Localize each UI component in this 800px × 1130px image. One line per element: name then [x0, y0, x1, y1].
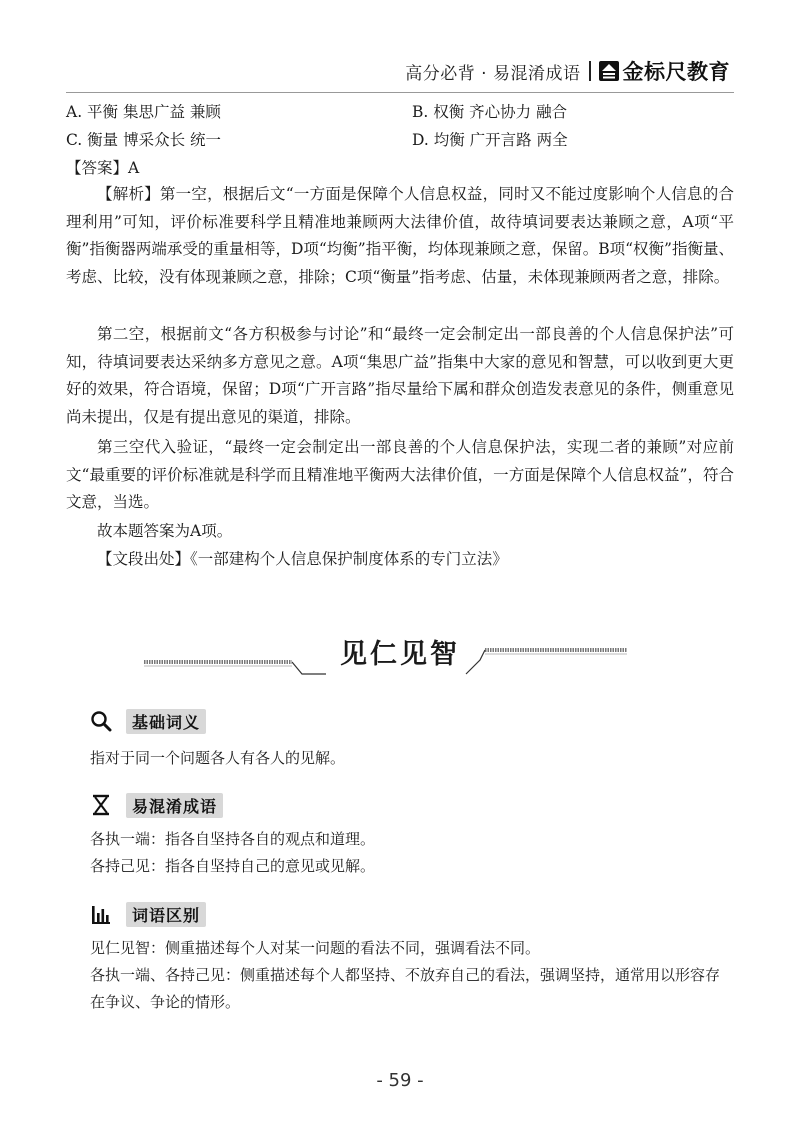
bar-chart-icon — [90, 903, 112, 925]
distinction-paragraph-2: 各执一端、各持己见：侧重描述每个人都坚持、不放弃自己的看法，强调坚持，通常用以形容存在争议、争论的情形。 — [90, 966, 721, 1011]
distinction-heading — [90, 902, 206, 926]
brand-logo-icon — [598, 60, 620, 82]
basic-meaning-heading — [90, 709, 206, 733]
brand-name: 金标尺教育 — [622, 60, 730, 84]
option-a: A. 平衡 集思广益 兼顾 — [66, 103, 221, 121]
magnifier-icon — [90, 710, 112, 732]
basic-meaning-text: 指对于同一个问题各人有各人的见解。 — [90, 749, 346, 767]
page-number: - 59 - — [376, 1070, 424, 1091]
hourglass-icon — [90, 794, 112, 816]
option-c: C. 衡量 博采众长 统一 — [66, 131, 222, 149]
header-separator — [589, 61, 591, 81]
section-title-banner — [140, 632, 660, 672]
header-rule — [66, 92, 734, 93]
running-title: 高分必背 · 易混淆成语 — [405, 63, 581, 84]
option-d: D. 均衡 广开言路 两全 — [412, 131, 568, 149]
basic-meaning-label: 基础词义 — [126, 709, 206, 734]
confusable-heading — [90, 793, 223, 817]
analysis-paragraph-3: 第三空代入验证，“最终一定会制定出一部良善的个人信息保护法，实现二者的兼顾”对应前文“最重要的评价标准就是科学而且精准地平衡两大法律价值，一方面是保障个人信息权益”，符合文意，当选。 — [66, 438, 734, 511]
analysis-conclusion: 故本题答案为A项。 — [97, 522, 233, 540]
confusable-item: 各持己见：指各自坚持自己的意见或见解。 — [90, 857, 376, 875]
answer: 【答案】A — [66, 159, 140, 177]
brand — [598, 56, 731, 86]
analysis-paragraph-1: 【解析】第一空，根据后文“一方面是保障个人信息权益，同时又不能过度影响个人信息的合理利用”可知，评价标准要科学且精准地兼顾两大法律价值，故待填词要表达兼顾之意，A项“平衡”指衡器两端承受的重量相等，D项“均衡”指平衡，均体现兼顾之意，保留。B项“权衡”指衡量、考虑、比较，没有体现兼顾之意，排除；C项“衡量”指考虑、估量，未体现兼顾两者之意，排除。 — [66, 185, 734, 286]
confusable-item: 各执一端：指各自坚持各自的观点和道理。 — [90, 830, 376, 848]
confusable-label: 易混淆成语 — [126, 793, 223, 818]
option-b: B. 权衡 齐心协力 融合 — [412, 103, 568, 121]
source-citation: 【文段出处】《一部建构个人信息保护制度体系的专门立法》 — [97, 550, 508, 568]
distinction-label: 词语区别 — [126, 902, 206, 927]
distinction-paragraph-1: 见仁见智：侧重描述每个人对某一问题的看法不同，强调看法不同。 — [90, 939, 541, 957]
analysis-paragraph-2: 第二空，根据前文“各方积极参与讨论”和“最终一定会制定出一部良善的个人信息保护法”可知，待填词要表达采纳多方意见之意。A项“集思广益”指集中大家的意见和智慧，可以收到更大更好的效果，符合语境，保留；D项“广开言路”指尽量给下属和群众创造发表意见的条件，侧重意见尚未提出，仅是有提出意见的渠道，排除。 — [66, 325, 734, 426]
running-header — [405, 56, 730, 86]
idiom-title: 见仁见智 — [340, 639, 460, 670]
